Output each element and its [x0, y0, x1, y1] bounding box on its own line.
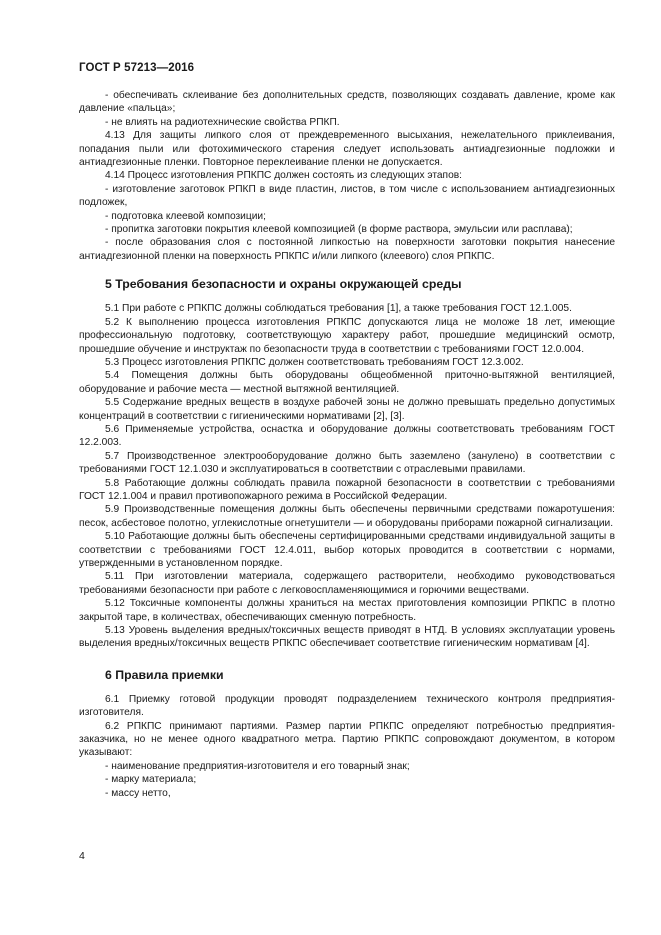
section-6-heading: 6 Правила приемки [105, 667, 224, 682]
list-item: - не влиять на радиотехнические свойства РПКП. [105, 116, 340, 128]
paragraph-5-6: 5.6 Применяемые устройства, оснастка и оборудование должны соответствовать требованиям ГОСТ 12.2.003. [79, 423, 615, 449]
paragraph-5-8: 5.8 Работающие должны соблюдать правила пожарной безопасности в соответствии с требованиями ГОСТ 12.1.004 и правил противопожарного режима в Российской Федерации. [79, 477, 615, 502]
document-header: ГОСТ Р 57213—2016 [79, 62, 195, 74]
list-item: - после образования слоя с постоянной липкостью на поверхности заготовки покрытия нанесение антиадгезионной пленки на поверхность РПКПС и/или липкого (клеевого) слоя РПКПС. [79, 237, 615, 262]
paragraph-5-12: 5.12 Токсичные компоненты должны храниться на местах приготовления композиции РПКПС в плотно закрытой таре, в количествах, обеспечивающих сменную потребность. [79, 598, 615, 623]
paragraph-5-9: 5.9 Производственные помещения должны быть обеспечены первичными средствами пожаротушения: песок, асбестовое полотно, углекислотные огнетушители — и оборудованы приборами пожарной сигнализации. [79, 504, 615, 529]
paragraph-5-1: 5.1 При работе с РПКПС должны соблюдаться требования [1], а также требования ГОСТ 12.1.005. [105, 303, 572, 315]
list-item: - пропитка заготовки покрытия клеевой композицией (в форме раствора, эмульсии или расплава); [105, 224, 573, 236]
paragraph-5-2: 5.2 К выполнению процесса изготовления РПКПС допускаются лица не моложе 18 лет, имеющие профессиональную подготовку, соответствующую характеру работ, прошедшие медицинский осмотр, прошедшие обучение и инструктаж по безопасности труда в соответствии с требованиями ГОСТ 12.0.004. [79, 316, 615, 355]
paragraph-6-1: 6.1 Приемку готовой продукции проводят подразделением технического контроля предприятия-изготовителя. [79, 693, 615, 719]
paragraph-5-10: 5.10 Работающие должны быть обеспечены сертифицированными средствами индивидуальной защиты в соответствии с требованиями ГОСТ 12.4.011, выбор которых проводится в соответствии с нормами, утвержденными в установленном порядке. [79, 531, 615, 569]
paragraph-5-7: 5.7 Производственное электрооборудование должно быть заземлено (занулено) в соответствии с требованиями ГОСТ 12.1.030 и эксплуатироваться в соответствии с отраслевыми правилами. [79, 450, 615, 476]
paragraph-5-11: 5.11 При изготовлении материала, содержащего растворители, необходимо руководствоваться требованиями безопасности при работе с легковоспламеняющимися и горючими веществами. [79, 571, 615, 596]
paragraph-6-2: 6.2 РПКПС принимают партиями. Размер партии РПКПС определяют потребностью предприятия-заказчика, но не менее одного квадратного метра. Партию РПКПС сопровождают документом, в котором указывают: [79, 720, 615, 759]
list-item: - обеспечивать склеивание без дополнительных средств, позволяющих создавать давление, кроме как давление «пальца»; [79, 90, 615, 115]
page-number: 4 [79, 850, 85, 862]
paragraph-5-13: 5.13 Уровень выделения вредных/токсичных веществ приводят в НТД. В условиях эксплуатации уровень выделения вредных/токсичных веществ РПКПС обеспечивает соответствие гигиеническим нормативам [4]. [79, 625, 615, 650]
list-item: - массу нетто, [105, 787, 171, 799]
list-item: - наименование предприятия-изготовителя и его товарный знак; [105, 760, 410, 772]
paragraph-4-13: 4.13 Для защиты липкого слоя от преждевременного высыхания, нежелательного приклеивания, попадания пыли или фотохимического старения следует использовать антиадгезионные подложки и антиадгезионные пленки. Повторное переклеивание пленки не допускается. [79, 130, 615, 169]
paragraph-5-3: 5.3 Процесс изготовления РПКПС должен соответствовать требованиям ГОСТ 12.3.002. [105, 356, 524, 368]
paragraph-4-14: 4.14 Процесс изготовления РПКПС должен состоять из следующих этапов: [105, 170, 462, 182]
list-item: - марку материала; [105, 774, 197, 786]
list-item: - подготовка клеевой композиции; [105, 210, 266, 222]
paragraph-5-5: 5.5 Содержание вредных веществ в воздухе рабочей зоны не должно превышать предельно допустимых концентраций в соответствии с гигиеническими нормативами [2], [3]. [79, 397, 615, 422]
list-item: - изготовление заготовок РПКП в виде пластин, листов, в том числе с использованием антиадгезионных подложек, [79, 183, 615, 209]
document-body [79, 89, 615, 800]
section-5-heading: 5 Требования безопасности и охраны окружающей среды [105, 277, 462, 292]
paragraph-5-4: 5.4 Помещения должны быть оборудованы общеобменной приточно-вытяжной вентиляцией, оборудование и рабочие места — местной вытяжной вентиляцией. [79, 370, 615, 395]
